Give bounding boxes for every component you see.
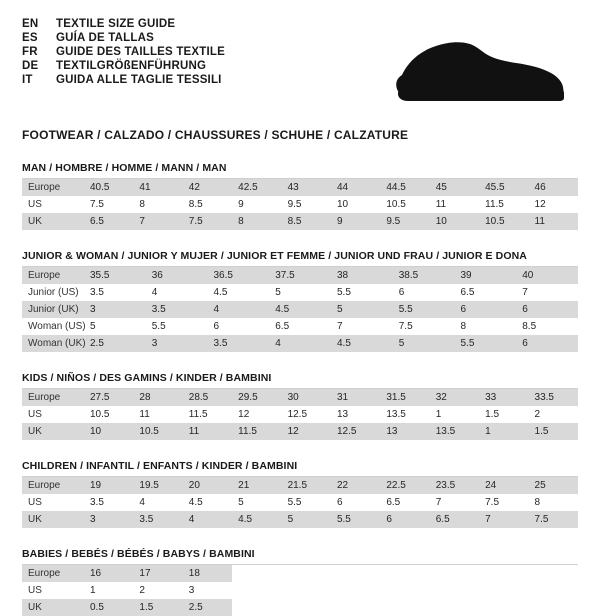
size-tables-container (22, 162, 578, 616)
table-row (22, 511, 578, 528)
size-cell: 11.5 (485, 199, 504, 210)
size-cell: 6 (516, 335, 578, 352)
size-cell: 7.5 (183, 213, 232, 230)
language-row (22, 60, 225, 72)
size-cell: 7.5 (529, 511, 578, 528)
size-cell: 4.5 (188, 497, 203, 508)
size-table (22, 267, 578, 352)
size-cell (380, 565, 429, 582)
size-cell: 6 (213, 321, 220, 332)
size-cell: 11 (529, 213, 578, 230)
size-cell: 12.5 (331, 423, 380, 440)
size-cell: 13.5 (430, 423, 479, 440)
size-cell: 3 (188, 585, 195, 596)
size-cell: 6 (516, 301, 578, 318)
size-cell: 12 (282, 423, 331, 440)
size-cell: 10 (84, 423, 133, 440)
language-row (22, 74, 225, 86)
size-cell: 8 (232, 213, 281, 230)
size-row-label: Woman (UK) (22, 335, 84, 352)
size-cell: 16 (84, 565, 133, 582)
table-row (22, 423, 578, 440)
size-cell: 3 (84, 301, 146, 318)
size-cell: 6.5 (84, 213, 133, 230)
size-cell: 11.5 (188, 409, 208, 420)
size-section-title: MAN / HOMBRE / HOMME / MANN / MAN (22, 162, 578, 179)
size-cell: 7.5 (398, 321, 413, 332)
size-cell: 10.5 (386, 199, 406, 210)
table-row (22, 494, 578, 511)
size-cell: 5 (393, 335, 455, 352)
size-row-label: UK (22, 213, 84, 230)
size-cell: 4 (208, 301, 270, 318)
size-cell: 4.5 (213, 287, 228, 298)
size-cell: 11 (435, 199, 447, 210)
size-cell: 7 (435, 497, 442, 508)
size-row-label: Europe (22, 267, 84, 284)
size-row-label: US (28, 585, 42, 596)
size-row-label: US (28, 199, 42, 210)
size-row-label: Europe (22, 389, 84, 406)
size-row-label: Europe (22, 179, 84, 196)
size-cell: 22.5 (380, 477, 429, 494)
size-cell: 9 (238, 199, 244, 210)
size-cell: 42 (183, 179, 232, 196)
size-cell: 33.5 (529, 389, 578, 406)
table-row (22, 179, 578, 196)
size-row-label: Europe (22, 565, 84, 582)
size-cell: 12.5 (287, 409, 308, 420)
table-row (22, 477, 578, 494)
size-cell: 25 (529, 477, 578, 494)
size-cell (479, 582, 528, 599)
size-cell: 24 (479, 477, 528, 494)
size-cell (529, 582, 578, 599)
size-cell: 3.5 (133, 511, 182, 528)
size-cell: 7 (133, 213, 182, 230)
size-cell: 11.5 (232, 423, 281, 440)
size-cell: 4 (183, 511, 232, 528)
language-title: GUÍA DE TALLAS (56, 32, 154, 44)
size-cell: 4.5 (269, 301, 331, 318)
size-cell: 39 (455, 267, 517, 284)
size-cell: 18 (183, 565, 232, 582)
size-cell: 5.5 (393, 301, 455, 318)
size-cell: 5 (282, 511, 331, 528)
size-cell: 1 (435, 409, 442, 420)
size-cell: 2 (139, 585, 145, 596)
size-table (22, 565, 578, 616)
size-cell (232, 599, 281, 616)
size-cell: 5 (90, 321, 96, 332)
size-cell (430, 599, 479, 616)
size-cell: 31.5 (380, 389, 429, 406)
size-cell: 1.5 (529, 423, 578, 440)
size-cell: 38 (331, 267, 393, 284)
size-cell: 4.5 (232, 511, 281, 528)
size-cell: 10.5 (90, 409, 110, 420)
size-cell (282, 599, 331, 616)
size-cell: 5 (238, 497, 244, 508)
size-cell: 35.5 (84, 267, 146, 284)
size-cell (529, 599, 578, 616)
size-cell (380, 582, 429, 599)
size-row-label: UK (22, 423, 84, 440)
size-cell: 5.5 (287, 497, 302, 508)
size-cell: 13.5 (386, 409, 406, 420)
size-cell (232, 582, 281, 599)
size-section (22, 372, 578, 440)
size-cell: 6.5 (386, 497, 401, 508)
language-title: GUIDA ALLE TAGLIE TESSILI (56, 74, 222, 86)
size-cell: 9.5 (380, 213, 429, 230)
size-cell (430, 582, 479, 599)
size-cell: 0.5 (84, 599, 133, 616)
size-cell: 44 (331, 179, 380, 196)
size-cell: 5 (331, 301, 393, 318)
table-row (22, 267, 578, 284)
language-title: TEXTILE SIZE GUIDE (56, 18, 176, 30)
language-code: EN (22, 18, 39, 30)
size-cell: 5 (275, 287, 281, 298)
size-cell: 23.5 (430, 477, 479, 494)
size-cell: 10 (430, 213, 479, 230)
size-section (22, 250, 578, 352)
size-section-title: KIDS / NIÑOS / DES GAMINS / KINDER / BAMBINI (22, 372, 578, 389)
table-row (22, 213, 578, 230)
size-cell: 8 (460, 321, 467, 332)
size-cell: 7.5 (485, 497, 500, 508)
language-row (22, 32, 225, 44)
size-cell: 8 (534, 497, 541, 508)
size-cell: 1 (479, 423, 528, 440)
size-row-label: US (28, 497, 42, 508)
size-cell: 3 (146, 335, 208, 352)
language-code: DE (22, 60, 39, 72)
size-cell: 12 (534, 199, 546, 210)
size-cell: 6.5 (430, 511, 479, 528)
size-cell: 6 (455, 301, 517, 318)
size-cell: 38.5 (393, 267, 455, 284)
size-cell: 21 (232, 477, 281, 494)
size-section (22, 548, 578, 616)
size-cell: 6 (336, 497, 343, 508)
size-section-title: JUNIOR & WOMAN / JUNIOR Y MUJER / JUNIOR ET FEMME / JUNIOR UND FRAU / JUNIOR E DONA (22, 250, 578, 267)
language-code: ES (22, 32, 38, 44)
table-row (22, 301, 578, 318)
size-cell: 31 (331, 389, 380, 406)
size-cell: 9.5 (287, 199, 302, 210)
table-row (22, 599, 578, 616)
size-cell: 40.5 (84, 179, 133, 196)
size-cell: 7.5 (90, 199, 104, 210)
size-cell: 19.5 (133, 477, 182, 494)
size-cell: 4 (139, 497, 145, 508)
language-code: FR (22, 46, 38, 58)
size-cell: 3.5 (208, 335, 270, 352)
size-cell: 3 (84, 511, 133, 528)
size-cell: 5.5 (337, 287, 351, 298)
size-cell (430, 565, 479, 582)
size-section (22, 460, 578, 528)
size-cell: 46 (529, 179, 578, 196)
size-row-label: Junior (US) (28, 287, 79, 298)
size-cell (331, 582, 380, 599)
size-cell (331, 599, 380, 616)
table-row (22, 196, 578, 213)
size-cell: 4 (269, 335, 331, 352)
size-cell: 11 (139, 409, 150, 420)
size-cell: 12 (238, 409, 250, 420)
size-cell: 5.5 (455, 335, 517, 352)
size-cell: 6 (398, 287, 405, 298)
footwear-category-title: FOOTWEAR / CALZADO / CHAUSSURES / SCHUHE / CALZATURE (22, 128, 409, 142)
size-cell: 10.5 (133, 423, 182, 440)
size-table (22, 477, 578, 528)
size-cell: 41 (133, 179, 182, 196)
table-row (22, 582, 578, 599)
size-cell: 28 (133, 389, 182, 406)
size-cell (232, 565, 281, 582)
size-table (22, 389, 578, 440)
size-row-label: UK (22, 599, 84, 616)
size-cell: 2.5 (84, 335, 146, 352)
size-cell: 10.5 (479, 213, 528, 230)
size-row-label: Woman (US) (28, 321, 86, 332)
size-cell: 21.5 (282, 477, 331, 494)
size-cell: 9 (331, 213, 380, 230)
size-cell: 36.5 (208, 267, 270, 284)
size-cell: 7 (479, 511, 528, 528)
size-cell: 4.5 (331, 335, 393, 352)
size-row-label: Europe (22, 477, 84, 494)
size-cell: 37.5 (269, 267, 331, 284)
size-cell: 32 (430, 389, 479, 406)
size-row-label: UK (22, 511, 84, 528)
dress-shoe-silhouette-icon (390, 28, 566, 112)
table-row (22, 565, 578, 582)
size-cell (380, 599, 429, 616)
language-code: IT (22, 74, 33, 86)
size-section-title: BABIES / BEBÉS / BÉBÉS / BABYS / BAMBINI (22, 548, 578, 565)
size-cell: 7 (337, 321, 343, 332)
size-cell: 5.5 (151, 321, 166, 332)
size-row-label: Junior (UK) (22, 301, 84, 318)
size-cell: 28.5 (183, 389, 232, 406)
language-row (22, 46, 225, 58)
size-cell (479, 599, 528, 616)
size-cell: 10 (336, 199, 349, 210)
size-cell: 5.5 (331, 511, 380, 528)
size-cell: 27.5 (84, 389, 133, 406)
size-cell: 44.5 (380, 179, 429, 196)
size-cell: 2.5 (183, 599, 232, 616)
size-cell: 45 (430, 179, 479, 196)
size-cell: 13 (380, 423, 429, 440)
size-cell: 20 (183, 477, 232, 494)
size-cell (331, 565, 380, 582)
size-cell: 8 (139, 199, 145, 210)
size-cell: 19 (84, 477, 133, 494)
table-row (22, 284, 578, 301)
table-row (22, 318, 578, 335)
size-cell: 30 (282, 389, 331, 406)
size-cell: 4 (151, 287, 158, 298)
size-table (22, 179, 578, 230)
size-cell: 1.5 (133, 599, 182, 616)
size-cell: 11 (183, 423, 232, 440)
size-cell: 17 (133, 565, 182, 582)
size-cell: 8.5 (282, 213, 331, 230)
size-section (22, 162, 578, 230)
language-title-list (22, 18, 225, 86)
size-cell: 2 (534, 409, 541, 420)
size-cell: 8.5 (188, 199, 203, 210)
size-cell: 43 (282, 179, 331, 196)
size-cell (529, 565, 578, 582)
language-row (22, 18, 225, 30)
document-header (22, 18, 578, 112)
table-row (22, 335, 578, 352)
size-cell: 36 (146, 267, 208, 284)
size-cell: 45.5 (479, 179, 528, 196)
size-cell: 1.5 (485, 409, 500, 420)
size-cell: 3.5 (90, 497, 104, 508)
table-row (22, 389, 578, 406)
size-cell: 29.5 (232, 389, 281, 406)
size-cell: 6 (380, 511, 429, 528)
size-cell: 42.5 (232, 179, 281, 196)
size-cell: 22 (331, 477, 380, 494)
size-cell: 7 (522, 287, 528, 298)
size-cell: 8.5 (522, 321, 537, 332)
table-row (22, 406, 578, 423)
size-cell: 6.5 (275, 321, 290, 332)
size-row-label: US (28, 409, 42, 420)
language-title: TEXTILGRÖßENFÜHRUNG (56, 60, 207, 72)
size-cell (282, 565, 331, 582)
size-section-title: CHILDREN / INFANTIL / ENFANTS / KINDER / BAMBINI (22, 460, 578, 477)
size-cell: 6.5 (460, 287, 475, 298)
size-cell (479, 565, 528, 582)
size-cell: 40 (516, 267, 578, 284)
size-cell (282, 582, 331, 599)
size-cell: 3.5 (90, 287, 104, 298)
size-cell: 3.5 (146, 301, 208, 318)
size-cell: 13 (336, 409, 349, 420)
size-cell: 33 (479, 389, 528, 406)
size-cell: 1 (90, 585, 96, 596)
language-title: GUIDE DES TAILLES TEXTILE (56, 46, 225, 58)
